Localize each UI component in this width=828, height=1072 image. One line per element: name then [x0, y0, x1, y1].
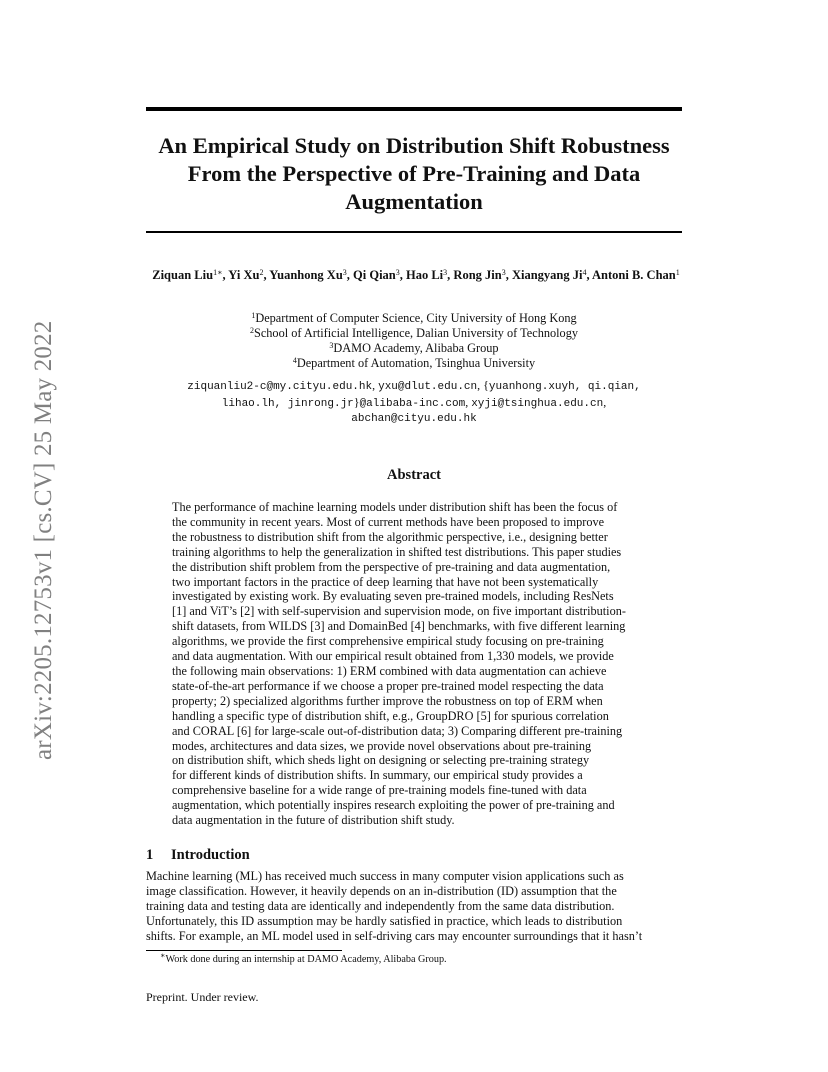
- email-link[interactable]: xyji@tsinghua.edu.cn: [471, 398, 604, 410]
- text-line: and CORAL [6] for large-scale out-of-distribution data; 3) Comparing different pre-training: [172, 723, 623, 738]
- email-link[interactable]: ziquanliu2-c@my.cityu.edu.hk: [187, 381, 373, 393]
- text-line: The performance of machine learning models under distribution shift has been the focus of: [172, 500, 618, 514]
- author-list: Ziquan Liu$^{1∗}$, Yi Xu$^2$, Yuanhong Xu$^3$, Qi Qian$^3$, Hao Li$^3$, Rong Jin$^3$, Xiangyang Ji$^4$, Antoni B. Chan$^1$: [152, 268, 680, 282]
- email-link[interactable]: abchan@cityu.edu.hk: [351, 413, 477, 425]
- text-line: [1] and ViT’s [2] with self-supervision and supervision mode, on five important distribution-: [172, 604, 626, 619]
- title-line: From the Perspective of Pre-Training and Data: [187, 161, 641, 186]
- affiliation: $^1$Department of Computer Science, City University of Hong Kong: [251, 311, 577, 325]
- author: Hao Li$^3$: [406, 268, 448, 282]
- introduction-body: [146, 869, 684, 944]
- author: Xiangyang Ji$^4$: [511, 268, 587, 282]
- affiliation: $^4$Department of Automation, Tsinghua University: [292, 356, 536, 370]
- footnote-rule: [146, 950, 342, 951]
- text-line: investigated by existing work. By evaluating seven pre-trained models, including ResNets: [172, 589, 614, 604]
- title-line: Augmentation: [345, 189, 483, 214]
- author: Ziquan Liu$^{1∗}$: [152, 268, 223, 282]
- author: Yi Xu$^2$: [228, 268, 264, 282]
- text-line: Machine learning (ML) has received much success in many computer vision applications such as: [146, 869, 624, 883]
- text-line: data augmentation in the future of distribution shift study.: [172, 813, 455, 828]
- title-top-rule: [146, 107, 682, 111]
- affiliation: $^2$School of Artificial Intelligence, Dalian University of Technology: [249, 326, 578, 340]
- text-line: image classification. However, it heavily depends on an in-distribution (ID) assumption that the: [146, 883, 617, 898]
- text-line: comprehensive baseline for a wide range of pre-training models fine-tuned with data: [172, 783, 587, 798]
- text-line: handling a specific type of distribution shift, e.g., GroupDRO [5] for spurious correlation: [172, 708, 609, 723]
- text-line: property; 2) specialized algorithms further improve the robustness on top of ERM when: [172, 693, 603, 708]
- author: Antoni B. Chan$^1$: [592, 268, 680, 282]
- text-line: the following main observations: 1) ERM combined with data augmentation can achieve: [172, 663, 607, 678]
- text-line: the distribution shift problem from the perspective of pre-training and data augmentation,: [172, 559, 611, 574]
- email-link[interactable]: yxu@dlut.edu.cn: [378, 381, 478, 393]
- author: Qi Qian$^3$: [353, 268, 400, 282]
- title-line: An Empirical Study on Distribution Shift Robustness: [158, 133, 670, 158]
- text-line: shifts. For example, an ML model used in self-driving cars may encounter surroundings that it hasn’t: [146, 928, 643, 943]
- paper-title: [146, 132, 682, 216]
- affiliation: $^3$DAMO Academy, Alibaba Group: [329, 341, 499, 355]
- author: Yuanhong Xu$^3$: [269, 268, 347, 282]
- text-line: the robustness to distribution shift from the algorithmic perspective, i.e., designing better: [172, 529, 608, 544]
- text-line: algorithms, we provide the first comprehensive empirical study focusing on pre-training: [172, 634, 604, 649]
- text-line: training algorithms to help the generalization in shifted test distributions. This paper studies: [172, 544, 622, 559]
- section-heading: 1 Introduction: [146, 847, 250, 863]
- text-line: modes, architectures and data sizes, we provide novel observations about pre-training: [172, 738, 592, 753]
- abstract-body: [172, 500, 656, 828]
- title-bottom-rule: [146, 231, 682, 233]
- arxiv-sidebar-stamp: arXiv:2205.12753v1 [cs.CV] 25 May 2022: [30, 320, 57, 760]
- text-line: training data and testing data are identically and independently from the same data distribution.: [146, 898, 615, 913]
- text-line: on distribution shift, which sheds light on designing or selecting pre-training strategy: [172, 753, 590, 768]
- affiliation-list: [146, 311, 682, 371]
- email-link[interactable]: @alibaba-inc.com: [359, 398, 466, 410]
- author: Rong Jin$^3$: [453, 268, 506, 282]
- text-line: shift datasets, from WILDS [3] and DomainBed [4] benchmarks, with five different learning: [172, 619, 626, 634]
- text-line: state-of-the-art performance if we choose a proper pre-trained model respecting the data: [172, 678, 604, 693]
- text-line: two important factors in the practice of deep learning that have not been systematically: [172, 574, 599, 589]
- text-line: the community in recent years. Most of current methods have been proposed to improve: [172, 514, 605, 529]
- text-line: for different kinds of distribution shifts. In summary, our empirical study provides a: [172, 768, 583, 783]
- abstract-heading: Abstract: [387, 467, 441, 483]
- footnote: ∗Work done during an internship at DAMO Academy, Alibaba Group.: [160, 951, 447, 965]
- text-line: and data augmentation. With our empirical result obtained from 1,330 models, we provide: [172, 649, 614, 664]
- email-list: ziquanliu2-c@my.cityu.edu.hk, yxu@dlut.edu.cn, {yuanhong.xuyh, qi.qian, lihao.lh, jinrong.jr}@alibaba-inc.com, xyji@tsinghua.edu.cn, abchan@cityu.edu.hk: [187, 378, 641, 425]
- preprint-notice: Preprint. Under review.: [146, 990, 259, 1004]
- text-line: Unfortunately, this ID assumption may be hardly satisfied in practice, which leads to distribution: [146, 913, 623, 928]
- text-line: augmentation, which potentially inspires research exploiting the power of pre-training and: [172, 798, 615, 813]
